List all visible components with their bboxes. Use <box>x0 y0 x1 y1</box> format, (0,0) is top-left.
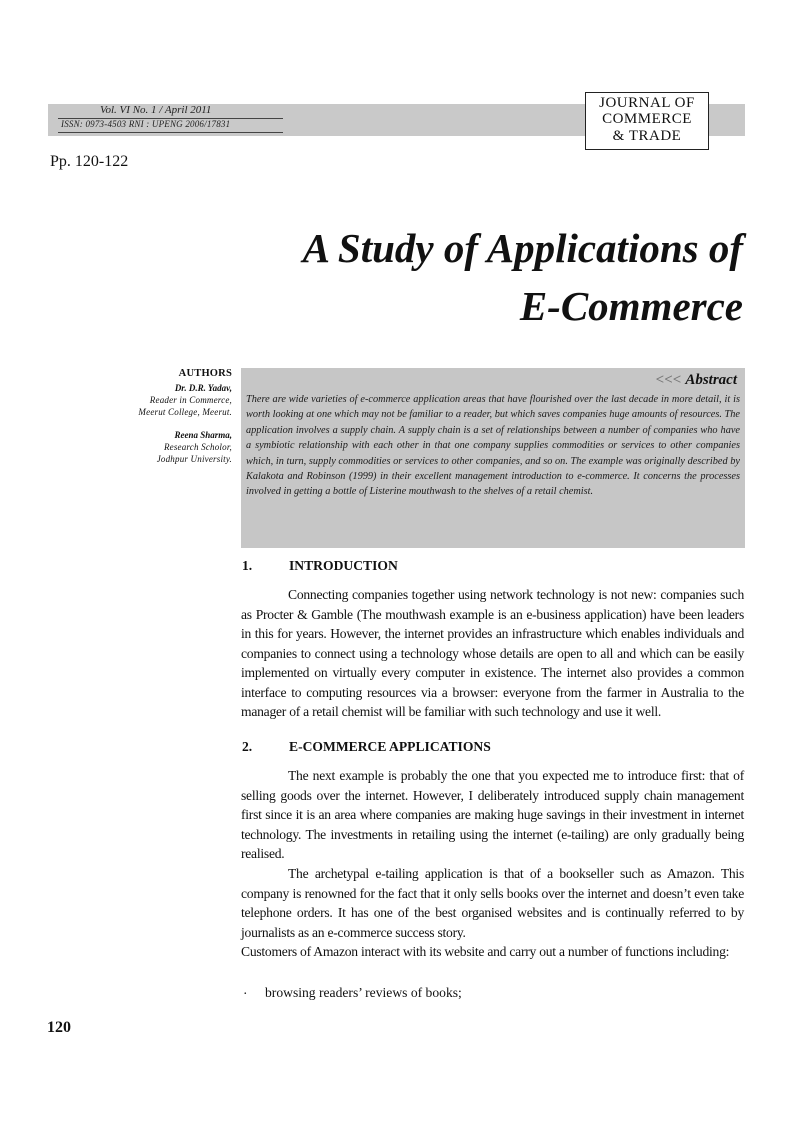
paragraph: The next example is probably the one that you expected me to introduce first: that of selling goods over the internet. However, I deliberately introduced supply chain management first since it is an area where companies are making huge savings in their investment in internet technology. The investments in retailing using the internet (e-tailing) are only gradually being realised. <box>241 768 744 861</box>
section-number: 2. <box>242 739 253 754</box>
volume-info: Vol. VI No. 1 / April 2011 <box>100 104 212 116</box>
chevron-left-icon: <<< <box>655 372 682 388</box>
abstract-heading-label: Abstract <box>685 372 737 388</box>
author-name: Reena Sharma, <box>174 430 232 440</box>
author-name: Dr. D.R. Yadav, <box>174 383 232 393</box>
author-affiliation: Jodhpur University. <box>156 454 232 464</box>
paragraph: Connecting companies together using network technology is not new: companies such as Procter & Gamble (The mouthwash example is an e-business application) have been leaders in this for years. However, the internet provides an infrastructure which enables individuals and companies to connect using a technology whose details are open to all and which can be easily implemented on virtually every computer in existence. The internet also provides a common interface to computing resources via a browser: everyone from the farmer in Australia to the manager of a retail chemist will be familiar with such technology and use it well. <box>241 587 744 719</box>
section-heading: INTRODUCTION <box>289 558 398 573</box>
section-heading: E-COMMERCE APPLICATIONS <box>289 739 491 754</box>
article-title: A Study of Applications of <box>302 225 743 271</box>
author-affiliation: Research Scholor, <box>163 442 232 452</box>
section-number: 1. <box>242 558 253 573</box>
authors-heading: AUTHORS <box>178 368 232 379</box>
issn-info: ISSN: 0973-4503 RNI : UPENG 2006/17831 <box>61 119 231 129</box>
logo-text: COMMERCE <box>602 111 692 127</box>
header-rule <box>58 132 283 133</box>
paragraph: The archetypal e-tailing application is that of a bookseller such as Amazon. This company is renowned for the fact that it only sells books over the internet and doesn’t even take telephone orders. It has one of the best organised websites and is continually referred to by journalists as an e-commerce success story. <box>241 866 744 940</box>
page-number: 120 <box>47 1019 71 1036</box>
bullet-marker: · <box>243 986 248 1001</box>
bullet-item: browsing readers’ reviews of books; <box>265 985 462 1000</box>
logo-text: JOURNAL OF <box>599 95 695 111</box>
author-affiliation: Reader in Commerce, <box>149 395 232 405</box>
authors-block <box>112 368 232 465</box>
journal-logo <box>585 92 709 150</box>
logo-text: & TRADE <box>612 128 682 144</box>
article-title: E-Commerce <box>519 283 743 329</box>
abstract-text: There are wide varieties of e-commerce application areas that have flourished over the last decade in more detail, it is worth looking at one which may not be familiar to a reader, but which saves companies huge amounts of resources. The application involves a supply chain. A supply chain is a set of relationships between a number of companies who have a symbiotic relationship with each other in that one company supplies commodities or services to other companies which, in turn, supply commodities or services to other companies, and so on. The example was originally described by Kalakota and Robinson (1999) in their excellent management introduction to e-commerce. It concerns the processes involved in getting a bottle of Listerine mouthwash to the shelves of a retail chemist. <box>246 394 740 498</box>
page-range: Pp. 120-122 <box>50 153 129 170</box>
paragraph: Customers of Amazon interact with its website and carry out a number of functions including: <box>241 944 730 959</box>
author-affiliation: Meerut College, Meerut. <box>138 407 232 417</box>
abstract-box <box>241 368 745 548</box>
abstract-heading <box>656 372 737 389</box>
